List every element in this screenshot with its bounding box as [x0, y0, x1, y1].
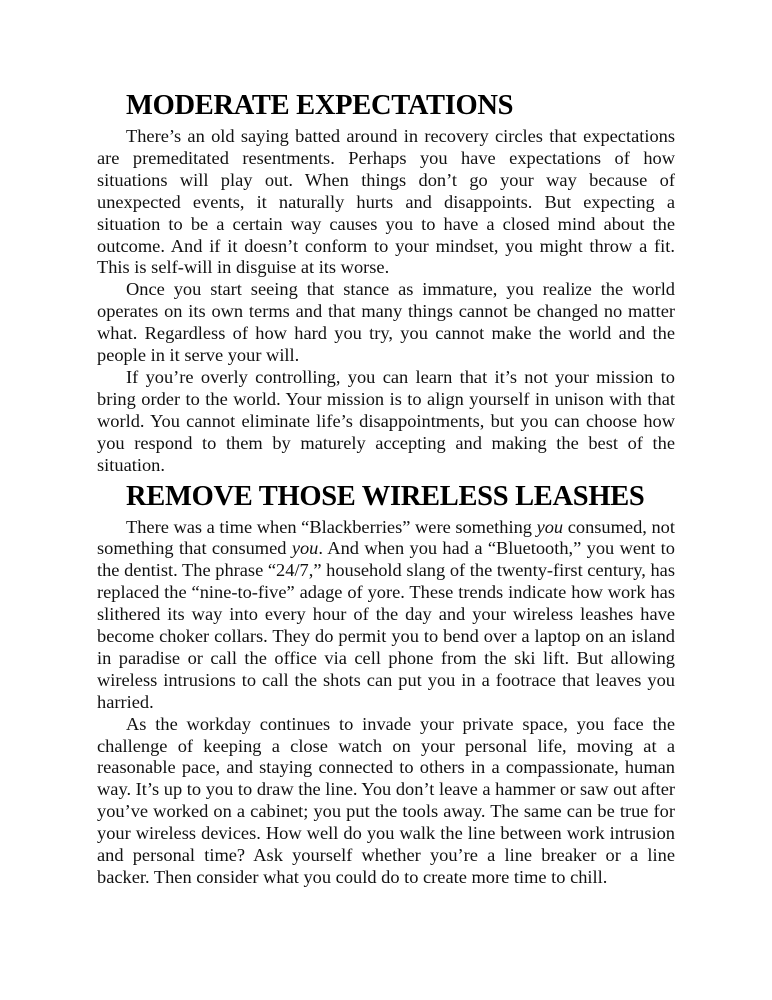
paragraph: There’s an old saying batted around in recovery circles that expectations are premeditated resentments. Perhaps you have expectations of how situations will play out. When things don’t go your way because of unexpected events, it naturally hurts and disappoints. But expecting a situation to be a certain way causes you to have a closed mind about the outcome. And if it doesn’t conform to your mindset, you might throw a fit. This is self-will in disguise at its worse. [97, 126, 675, 278]
text-run: consumed, not something that consumed [97, 516, 675, 559]
book-page [97, 86, 675, 889]
paragraph: If you’re overly controlling, you can learn that it’s not your mission to bring order to the world. Your mission is to align yourself in unison with that world. You cannot eliminate life’s disappointments, but you can choose how you respond to them by maturely accepting and making the best of the situation. [97, 366, 675, 475]
text-run: There was a time when “Blackberries” were something [126, 516, 537, 537]
paragraph: As the workday continues to invade your private space, you face the challenge of keeping a close watch on your personal life, moving at a reasonable pace, and staying connected to others in a compassionate, human way. It’s up to you to draw the line. You don’t leave a hammer or saw out after you’ve worked on a cabinet; you put the tools away. The same can be true for your wireless devices. How well do you walk the line between work intrusion and personal time? Ask yourself whether you’re a line breaker or a line backer. Then consider what you could do to create more time to chill. [97, 713, 675, 887]
text-run: . And when you had a “Bluetooth,” you went to the dentist. The phrase “24/7,” household slang of the twenty-first century, has replaced the “nine-to-five” adage of yore. These trends indicate how work has slithered its way into every hour of the day and your wireless leashes have become choker collars. They do permit you to bend over a laptop on an island in paradise or call the office via cell phone from the ski lift. But allowing wireless intrusions to call the shots can put you in a footrace that leaves you harried. [97, 538, 675, 712]
paragraph: Once you start seeing that stance as immature, you realize the world operates on its own terms and that many things cannot be changed no matter what. Regardless of how hard you try, you cannot make the world and the people in it serve your will. [97, 279, 675, 366]
paragraph-with-emphasis [97, 517, 675, 714]
section-heading-remove-wireless-leashes: REMOVE THOSE WIRELESS LEASHES [126, 480, 645, 512]
section-heading-moderate-expectations: MODERATE EXPECTATIONS [126, 90, 514, 121]
emphasis-text: you [291, 538, 319, 559]
emphasis-text: you [536, 516, 564, 537]
